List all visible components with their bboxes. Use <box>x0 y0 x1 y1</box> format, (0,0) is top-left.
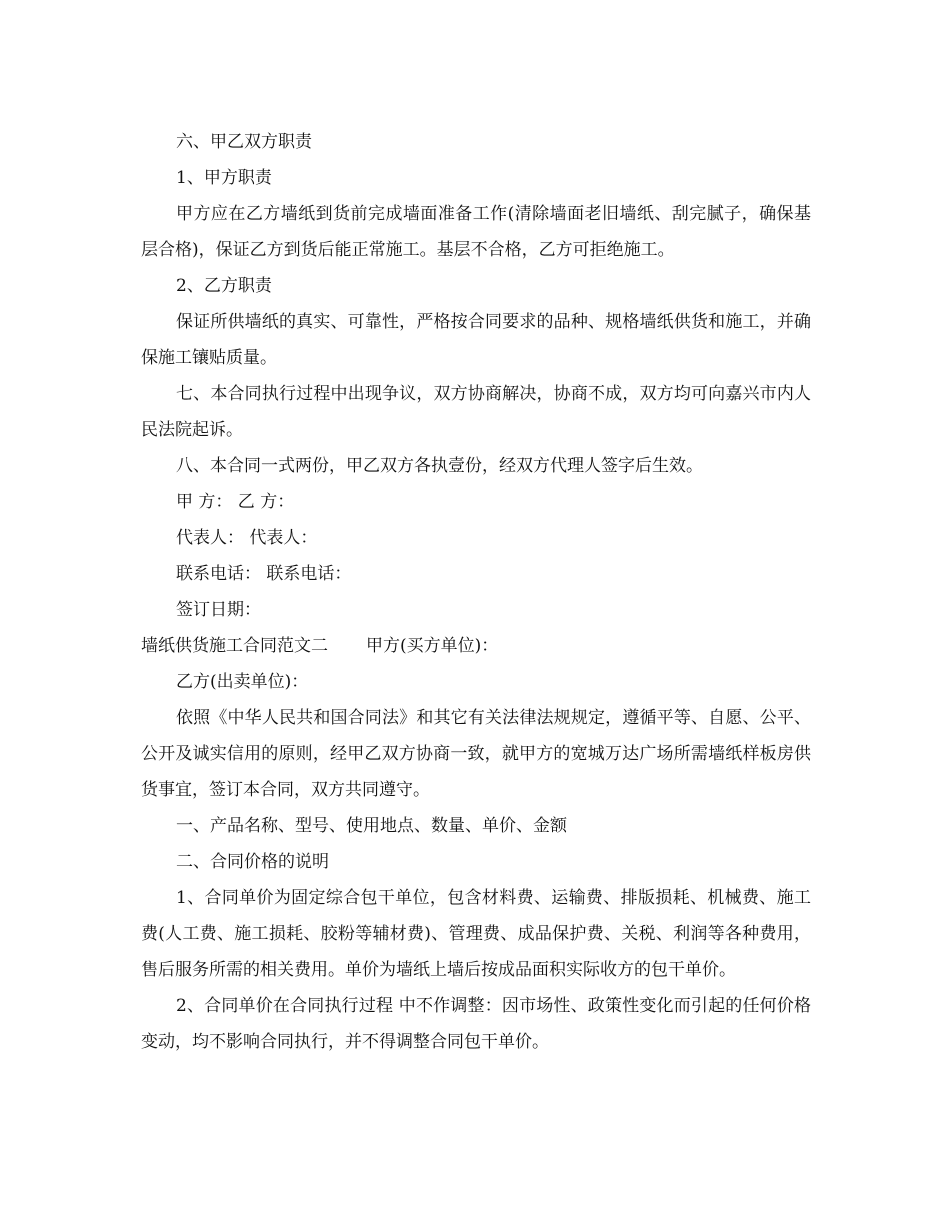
signature-parties: 甲 方： 乙 方： <box>176 492 295 512</box>
signature-date: 签订日期： <box>176 600 261 620</box>
paragraph-party-a-duties: 甲方应在乙方墙纸到货前完成墙面准备工作(清除墙面老旧墙纸、刮完腻子，确保基层合格)，保证乙方到货后能正常施工。基层不合格，乙方可拒绝施工。 <box>141 204 811 260</box>
party-a-buyer-label: 甲方(买方单位)： <box>366 636 499 656</box>
section-copies-effect: 八、本合同一式两份，甲乙双方各执壹份，经双方代理人签字后生效。 <box>176 456 703 476</box>
paragraph-party-b-duties: 保证所供墙纸的真实、可靠性，严格按合同要求的品种、规格墙纸供货和施工，并确保施工镶贴质量。 <box>141 312 811 368</box>
section-heading-duties: 六、甲乙双方职责 <box>176 132 312 152</box>
signature-representatives: 代表人： 代表人： <box>176 528 318 548</box>
section-price-explanation: 二、合同价格的说明 <box>176 852 329 872</box>
subheading-party-a-duties: 1、甲方职责 <box>176 168 272 188</box>
section-dispute-resolution: 七、本合同执行过程中出现争议，双方协商解决，协商不成，双方均可向嘉兴市内人民法院起诉。 <box>141 384 811 440</box>
contract-title-line <box>141 628 811 664</box>
section-product-info: 一、产品名称、型号、使用地点、数量、单价、金额 <box>176 816 567 836</box>
signature-phones: 联系电话： 联系电话： <box>176 564 352 584</box>
contract-title: 墙纸供货施工合同范文二 <box>141 636 328 656</box>
party-b-seller-label: 乙方(出卖单位)： <box>176 672 309 692</box>
clause-no-price-adjustment: 2、合同单价在合同执行过程 中不作调整：因市场性、政策性变化而引起的任何价格变动，均不影响合同执行，并不得调整合同包干单价。 <box>141 996 811 1052</box>
subheading-party-b-duties: 2、乙方职责 <box>176 276 272 296</box>
paragraph-preamble: 依照《中华人民共和国合同法》和其它有关法律法规规定，遵循平等、自愿、公平、公开及诚实信用的原则，经甲乙双方协商一致，就甲方的宽城万达广场所需墙纸样板房供货事宜，签订本合同，双方共同遵守。 <box>141 708 811 800</box>
document-page <box>141 124 811 1060</box>
clause-fixed-unit-price: 1、合同单价为固定综合包干单位，包含材料费、运输费、排版损耗、机械费、施工费(人工费、施工损耗、胶粉等辅材费)、管理费、成品保护费、关税、利润等各种费用，售后服务所需的相关费用。单价为墙纸上墙后按成品面积实际收方的包干单价。 <box>141 888 811 980</box>
